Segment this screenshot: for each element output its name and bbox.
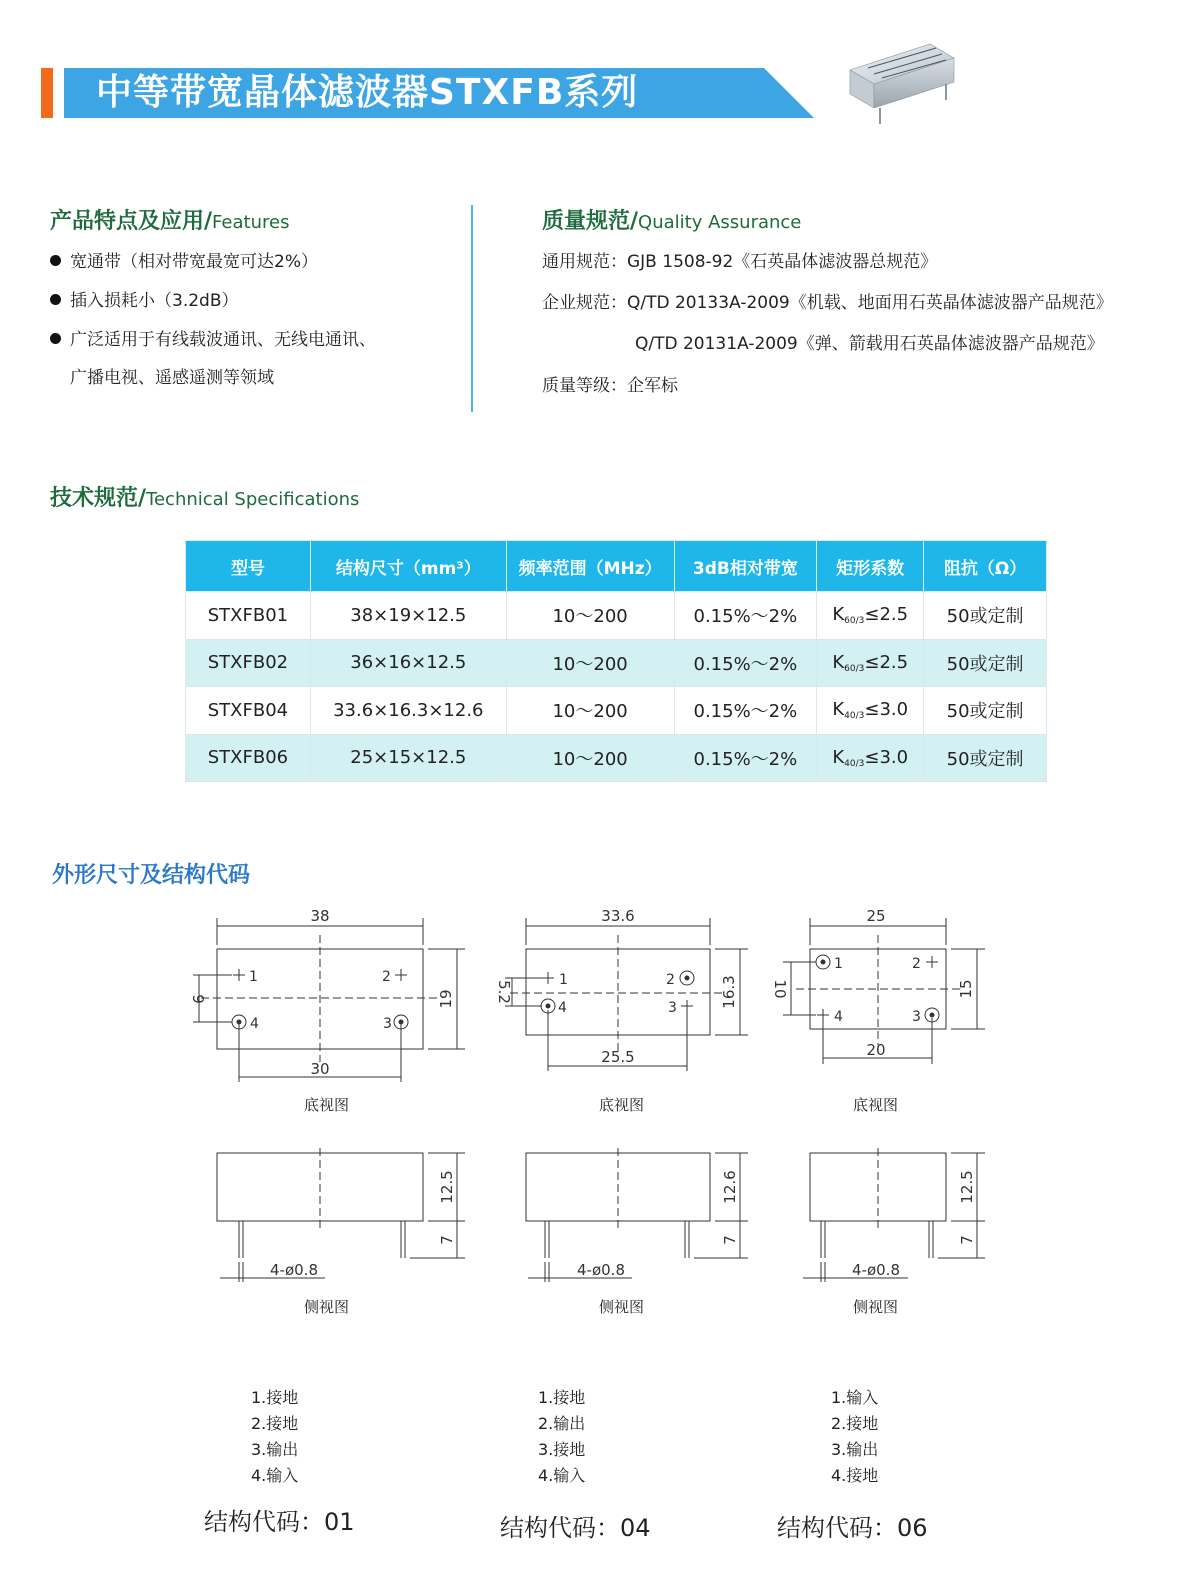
d2-height-label: 16.3 [720, 975, 738, 1009]
d3-lead-label: 7 [958, 1235, 976, 1245]
pin-list-01 [251, 1385, 298, 1489]
feature-item: 宽通带（相对带宽最宽可达2%） [50, 250, 318, 274]
list-item: 3.接地 [538, 1440, 586, 1459]
bottom-view-label-1: 底视图 [304, 1096, 350, 1114]
svg-text:2: 2 [666, 972, 675, 988]
col-header-freq: 频率范围（MHz） [506, 541, 674, 592]
d2-body-height-label: 12.6 [721, 1170, 739, 1204]
list-item: 2.接地 [251, 1414, 299, 1433]
d1-pitch-label: 9 [189, 994, 207, 1004]
table-row: STXFB04 33.6×16.3×12.6 10～200 0.15%～2% $K_{40/3}\le 3.0$ 50或定制 [186, 687, 1047, 735]
structure-code-06: 结构代码：06 [777, 1514, 928, 1542]
svg-text:4: 4 [558, 1000, 567, 1016]
d3-height-label: 15 [957, 979, 975, 999]
bottom-view-label-3: 底视图 [853, 1096, 899, 1114]
list-item: 1.接地 [538, 1388, 586, 1407]
specs-heading-cn: 技术规范/ [50, 486, 147, 511]
d3-inner-label: 20 [866, 1041, 886, 1059]
d1-body-height-label: 12.5 [438, 1170, 456, 1204]
features-heading-cn: 产品特点及应用/ [50, 209, 213, 234]
outline-heading: 外形尺寸及结构代码 [52, 863, 251, 888]
d1-width-label: 38 [310, 907, 330, 925]
list-item: 4.输入 [538, 1466, 586, 1485]
quality-heading-en: Quality Assurance [638, 212, 802, 233]
d2-pitch-label: 5.2 [495, 980, 513, 1004]
d3-body-height-label: 12.5 [958, 1170, 976, 1204]
col-header-impedance: 阻抗（Ω） [924, 541, 1047, 592]
svg-text:3: 3 [912, 1009, 921, 1025]
svg-text:1: 1 [834, 956, 843, 972]
quality-enterprise-2: Q/TD 20131A-2009《弹、箭载用石英晶体滤波器产品规范》 [635, 334, 1104, 354]
side-view-label-2: 侧视图 [599, 1298, 645, 1316]
quality-general: 通用规范：GJB 1508-92《石英晶体滤波器总规范》 [542, 252, 938, 272]
feature-item-continuation: 广播电视、遥感遥测等领域 [70, 368, 274, 388]
list-item: 2.接地 [831, 1414, 879, 1433]
d3-width-label: 25 [866, 907, 886, 925]
list-item: 4.输入 [251, 1466, 299, 1485]
specs-heading-en: Technical Specifications [146, 489, 360, 510]
col-header-shape: 矩形系数 [817, 541, 924, 592]
d3-pins-label: 4-ø0.8 [852, 1261, 900, 1279]
d1-height-label: 19 [437, 989, 455, 1009]
features-heading-en: Features [212, 212, 290, 233]
pin-list-04 [538, 1385, 585, 1489]
table-row: STXFB06 25×15×12.5 10～200 0.15%～2% $K_{40/3}\le 3.0$ 50或定制 [186, 734, 1047, 782]
drawing-1-side-view [217, 1148, 465, 1282]
side-view-label-3: 侧视图 [853, 1298, 899, 1316]
col-header-model: 型号 [186, 541, 311, 592]
table-row: STXFB02 36×16×12.5 10～200 0.15%～2% $K_{60/3}\le 2.5$ 50或定制 [186, 639, 1047, 687]
feature-item: 广泛适用于有线载波通讯、无线电通讯、 [50, 328, 376, 352]
d2-inner-label: 25.5 [601, 1048, 635, 1066]
d1-inner-label: 30 [310, 1060, 330, 1078]
col-header-size: 结构尺寸（mm³） [310, 541, 506, 592]
svg-text:3: 3 [383, 1016, 392, 1032]
drawing-1-bottom-view [193, 918, 465, 1082]
page-title: 中等带宽晶体滤波器STXFB系列 [96, 72, 639, 113]
d2-width-label: 33.6 [601, 907, 635, 925]
d2-lead-label: 7 [721, 1235, 739, 1245]
list-item: 1.接地 [251, 1388, 299, 1407]
side-view-label-1: 侧视图 [304, 1298, 350, 1316]
table-row: STXFB01 38×19×12.5 10～200 0.15%～2% $K_{60/3}\le 2.5$ 50或定制 [186, 592, 1047, 640]
d1-lead-label: 7 [438, 1235, 456, 1245]
d1-pins-label: 4-ø0.8 [270, 1261, 318, 1279]
quality-grade: 质量等级：企军标 [542, 376, 678, 396]
svg-text:4: 4 [834, 1009, 843, 1025]
structure-code-04: 结构代码：04 [500, 1514, 651, 1542]
list-item: 1.输入 [831, 1388, 879, 1407]
svg-text:3: 3 [668, 1000, 677, 1016]
list-item: 4.接地 [831, 1466, 879, 1485]
pin-list-06 [831, 1385, 878, 1489]
d3-pitch-label: 10 [771, 979, 789, 999]
svg-text:1: 1 [249, 969, 258, 985]
structure-code-01: 结构代码：01 [204, 1508, 355, 1536]
list-item: 3.输出 [251, 1440, 299, 1459]
col-header-bw: 3dB相对带宽 [674, 541, 817, 592]
svg-text:4: 4 [250, 1016, 259, 1032]
svg-text:1: 1 [559, 972, 568, 988]
svg-text:2: 2 [382, 969, 391, 985]
quality-heading-cn: 质量规范/ [542, 209, 639, 234]
svg-text:2: 2 [912, 956, 921, 972]
list-item: 2.输出 [538, 1414, 586, 1433]
d2-pins-label: 4-ø0.8 [577, 1261, 625, 1279]
list-item: 3.输出 [831, 1440, 879, 1459]
feature-item: 插入损耗小（3.2dB） [50, 289, 239, 313]
bottom-view-label-2: 底视图 [599, 1096, 645, 1114]
quality-enterprise: 企业规范：Q/TD 20133A-2009《机载、地面用石英晶体滤波器产品规范》 [542, 293, 1113, 313]
drawing-2-side-view [526, 1148, 748, 1282]
